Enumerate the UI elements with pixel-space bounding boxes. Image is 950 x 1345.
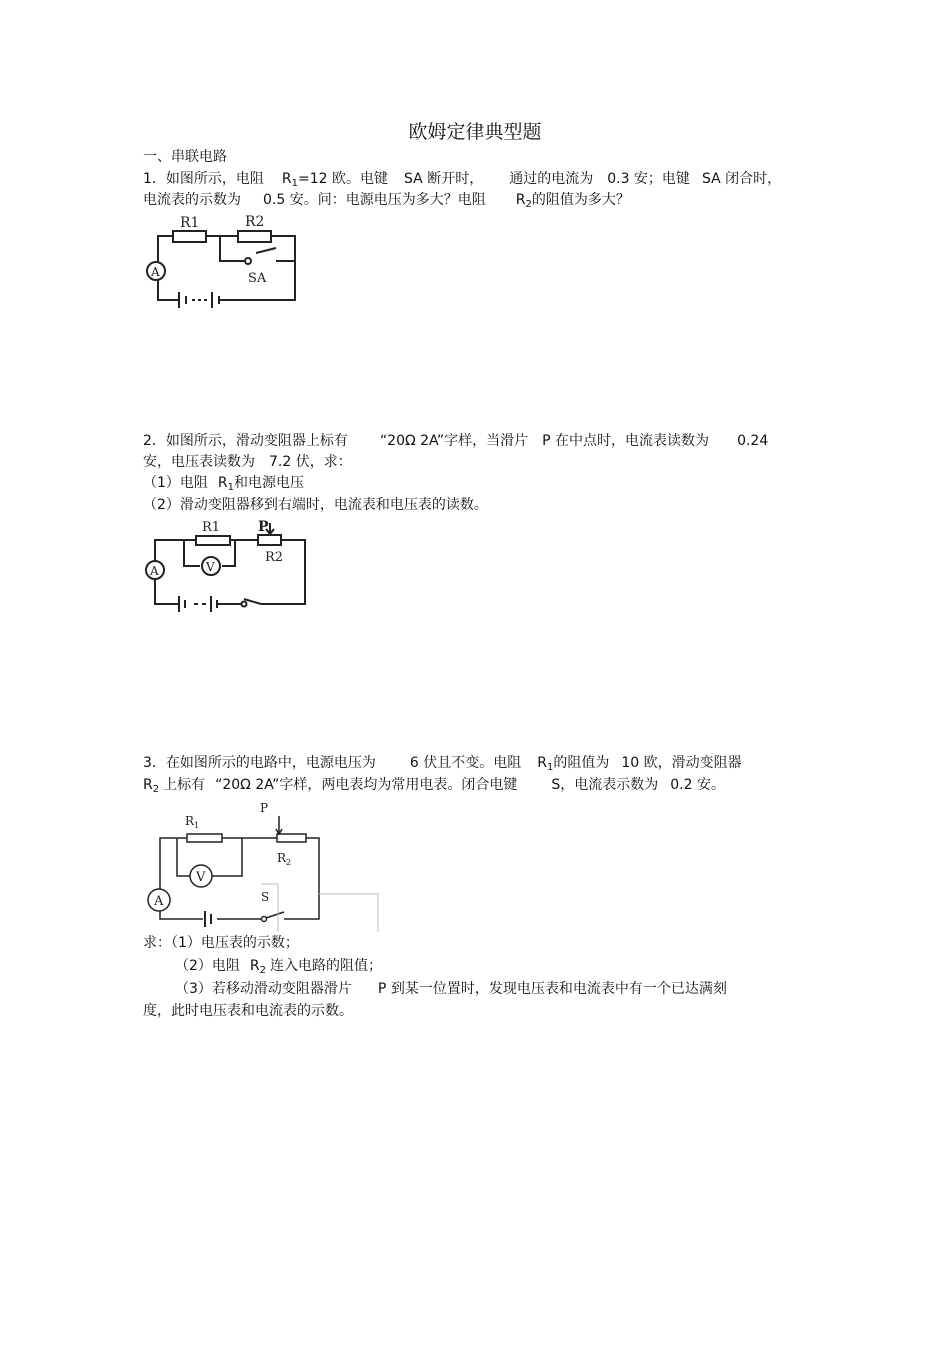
switch-contact xyxy=(245,258,251,264)
q2-item2: （2）滑动变阻器移到右端时，电流表和电压表的读数。 xyxy=(143,497,488,513)
text: 连入电路的阻值； xyxy=(270,958,383,974)
text: 1．如图所示，电阻 xyxy=(143,171,264,187)
section-heading: 一、串联电路 xyxy=(143,149,227,165)
ammeter-label: A xyxy=(150,564,159,578)
symbol: R xyxy=(185,814,195,828)
q3-circuit-diagram xyxy=(145,798,385,938)
q3-ask: 求：（1）电压表的示数； xyxy=(143,935,299,951)
symbol: R xyxy=(515,192,526,208)
text: “20Ω 2A”字样，当滑片 xyxy=(379,433,529,449)
switch-label: S xyxy=(261,890,270,904)
switch-contact xyxy=(262,917,267,922)
text: 的阻值为多大？ xyxy=(531,192,630,208)
text: 0.24 xyxy=(737,433,769,449)
ammeter-label: A xyxy=(154,894,164,909)
symbol: R xyxy=(143,777,153,793)
subscript: 1 xyxy=(291,178,299,189)
q2-line2 xyxy=(143,453,352,471)
resistor-r1 xyxy=(196,536,230,545)
r2-label: R2 xyxy=(265,550,284,565)
subscript: 2 xyxy=(152,784,160,795)
text: P 在中点时，电流表读数为 xyxy=(542,433,710,449)
rheostat-r2 xyxy=(258,535,281,545)
ammeter-label: A xyxy=(151,265,160,279)
text: 6 伏且不变。电阻 xyxy=(409,755,522,771)
text: SA 闭合时， xyxy=(701,171,782,187)
voltmeter-label: V xyxy=(196,870,206,885)
q2-item1 xyxy=(143,474,304,497)
text: 0.5 安。问：电源电压为多大？电阻 xyxy=(263,192,486,208)
text: （2）电阻 xyxy=(175,958,240,974)
symbol: R xyxy=(281,171,292,187)
text: 7.2 伏，求： xyxy=(269,454,352,470)
q2-line1 xyxy=(143,432,768,450)
q1-line1 xyxy=(143,170,781,193)
text: S，电流表示数为 xyxy=(551,777,659,793)
switch-label: SA xyxy=(248,271,267,286)
subscript: 2 xyxy=(286,858,292,867)
r2-label xyxy=(277,851,291,867)
symbol: R xyxy=(277,851,287,865)
symbol: R xyxy=(249,958,260,974)
text: SA 断开时， xyxy=(404,171,484,187)
r2-label: R2 xyxy=(245,214,265,230)
text: 的阻值为 xyxy=(553,755,610,771)
text: 通过的电流为 xyxy=(509,171,594,187)
symbol: R xyxy=(217,475,228,491)
subscript: 2 xyxy=(259,965,267,976)
symbol: R xyxy=(537,755,547,771)
text: 安，电压表读数为 xyxy=(143,454,255,470)
text: 上标有 xyxy=(163,777,206,793)
text: 0.2 安。 xyxy=(670,777,725,793)
subscript: 1 xyxy=(194,821,200,830)
resistor-r1 xyxy=(187,834,222,842)
text: 2．如图所示，滑动变阻器上标有 xyxy=(143,433,348,449)
voltmeter-label: V xyxy=(206,560,215,574)
rheostat-r2 xyxy=(277,834,306,842)
text: 0.3 安；电键 xyxy=(607,171,690,187)
text: =12 欧。电键 xyxy=(298,171,389,187)
text: 10 欧，滑动变阻器 xyxy=(621,755,742,771)
q3-line1 xyxy=(143,754,742,777)
q2-circuit-diagram xyxy=(140,515,320,615)
q3-item2 xyxy=(175,957,382,980)
r1-label: R1 xyxy=(180,215,200,231)
text: P 到某一位置时，发现电压表和电流表中有一个已达满刻 xyxy=(377,981,727,997)
text: 3．在如图所示的电路中，电源电压为 xyxy=(143,755,376,771)
text: （3）若移动滑动变阻器滑片 xyxy=(175,981,352,997)
subscript: 2 xyxy=(525,199,532,210)
text: （1）电阻 xyxy=(143,475,208,491)
resistor-r1 xyxy=(173,231,206,242)
slider-p-label: P xyxy=(260,801,269,815)
text: 电流表的示数为 xyxy=(143,192,241,208)
subscript: 1 xyxy=(227,482,235,493)
switch-contact xyxy=(242,602,247,607)
q3-line2 xyxy=(143,776,725,799)
resistor-r2 xyxy=(238,231,271,242)
subscript: 1 xyxy=(547,762,554,773)
q3-item3-line2: 度，此时电压表和电流表的示数。 xyxy=(143,1003,353,1019)
r1-label: R1 xyxy=(202,520,221,535)
text: 和电源电压 xyxy=(234,475,305,491)
text: “20Ω 2A”字样，两电表均为常用电表。闭合电键 xyxy=(215,777,518,793)
q3-item3-line1 xyxy=(175,980,727,998)
slider-p-label: P xyxy=(258,519,269,535)
q1-circuit-diagram xyxy=(140,210,310,310)
page-title: 欧姆定律典型题 xyxy=(408,121,542,143)
r1-label xyxy=(185,814,199,830)
